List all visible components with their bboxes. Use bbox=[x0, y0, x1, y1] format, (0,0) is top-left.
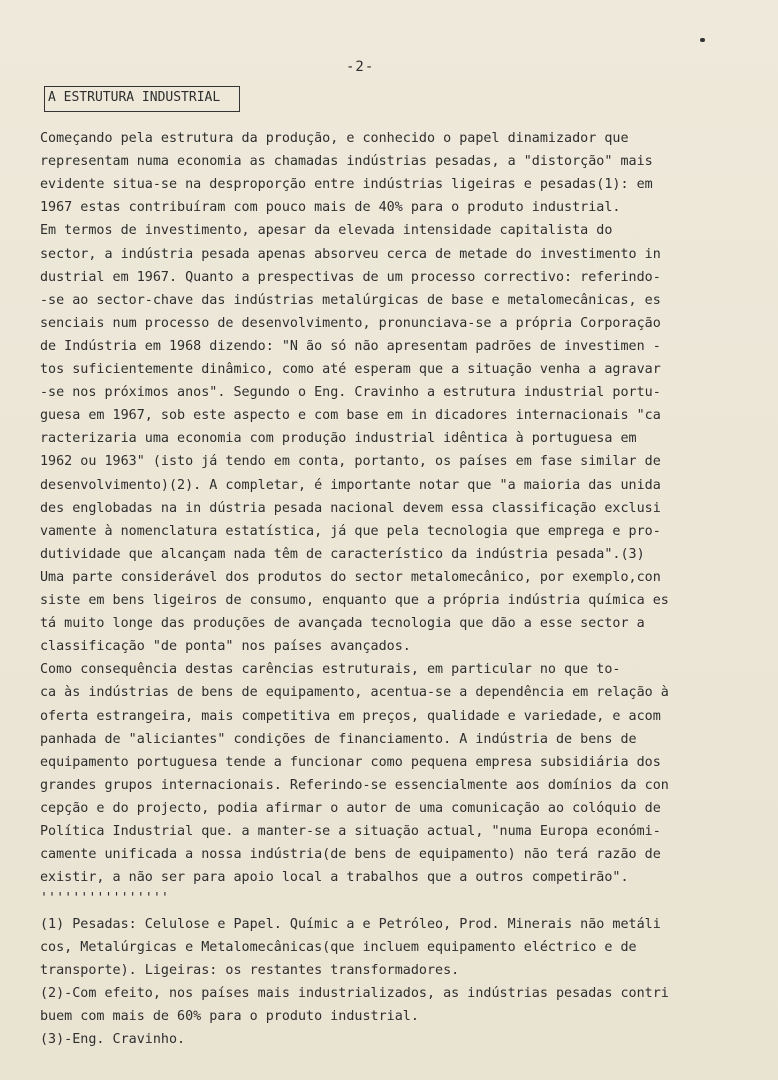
body-line: 1962 ou 1963" (isto já tendo em conta, portanto, os países em fase similar de bbox=[40, 454, 661, 470]
body-line: oferta estrangeira, mais competitiva em preços, qualidade e variedade, e acom bbox=[40, 708, 661, 724]
footnote-line: (3)-Eng. Cravinho. bbox=[40, 1032, 186, 1047]
body-line: dutividade que alcançam nada têm de característico da indústria pesada".(3) bbox=[40, 546, 645, 562]
body-line: camente unificada a nossa indústria(de bens de equipamento) não terá razão de bbox=[40, 847, 661, 863]
footnote-line: transporte). Ligeiras: os restantes transformadores. bbox=[40, 963, 460, 978]
body-line: panhada de "aliciantes" condições de financiamento. A indústria de bens de bbox=[40, 731, 637, 747]
body-line: senciais num processo de desenvolvimento, pronunciava-se a própria Corporação bbox=[40, 315, 661, 331]
ink-speck bbox=[700, 38, 705, 42]
body-line: vamente à nomenclatura estatística, já que pela tecnologia que emprega e pro- bbox=[40, 523, 661, 539]
body-line: ca às indústrias de bens de equipamento, acentua-se a dependência em relação à bbox=[40, 685, 669, 701]
body-line: equipamento portuguesa tende a funcionar como pequena empresa subsidiária dos bbox=[40, 754, 661, 770]
body-line: Em termos de investimento, apesar da elevada intensidade capitalista do bbox=[40, 223, 613, 239]
body-line: Começando pela estrutura da produção, e conhecido o papel dinamizador que bbox=[40, 131, 629, 146]
body-line: tá muito longe das produções de avançada tecnologia que dão a esse sector a bbox=[40, 616, 645, 632]
body-line: -se ao sector-chave das indústrias metalúrgicas de base e metalomecânicas, es bbox=[40, 292, 661, 308]
body-line: classificação "de ponta" nos países avançados. bbox=[40, 639, 411, 655]
body-line: dustrial em 1967. Quanto a prespectivas de um processo correctivo: referindo- bbox=[40, 269, 661, 285]
body-line: desenvolvimento)(2). A completar, é importante notar que "a maioria das unida bbox=[40, 477, 661, 493]
body-line: siste em bens ligeiros de consumo, enquanto que a própria indústria química es bbox=[40, 593, 669, 608]
body-line: sector, a indústria pesada apenas absorveu cerca de metade do investimento in bbox=[40, 246, 661, 262]
body-line: representam numa economia as chamadas indústrias pesadas, a "distorção" mais bbox=[40, 154, 653, 170]
body-line: Como consequência destas carências estruturais, em particular no que to- bbox=[40, 662, 621, 678]
page-number: -2- bbox=[346, 59, 375, 75]
footnote-line: buem com mais de 60% para o produto industrial. bbox=[40, 1009, 419, 1024]
body-line: de Indústria em 1968 dizendo: "N ão só não apresentam padrões de investimen - bbox=[40, 338, 661, 354]
section-title: A ESTRUTURA INDUSTRIAL bbox=[48, 90, 221, 105]
body-line: 1967 estas contribuíram com pouco mais de 40% para o produto industrial. bbox=[40, 200, 621, 216]
body-line: grandes grupos internacionais. Referindo-se essencialmente aos domínios da con bbox=[40, 777, 669, 793]
body-line: des englobadas na in dústria pesada nacional devem essa classificação exclusi bbox=[40, 500, 661, 516]
body-line: tos suficientemente dinâmico, como até esperam que a situação venha a agravar bbox=[40, 362, 661, 377]
footnote-line: (1) Pesadas: Celulose e Papel. Químic a e Petróleo, Prod. Minerais não metáli bbox=[40, 917, 661, 932]
footnote-line: (2)-Com efeito, nos países mais industrializados, as indústrias pesadas contri bbox=[40, 986, 669, 1001]
body-line: evidente situa-se na desproporção entre indústrias ligeiras e pesadas(1): em bbox=[40, 177, 653, 193]
body-line: racterizaria uma economia com produção industrial idêntica à portuguesa em bbox=[40, 431, 637, 447]
separator: '''''''''''''''' bbox=[40, 891, 169, 906]
body-line: existir, a não ser para apoio local a trabalhos que a outros competirão". bbox=[40, 870, 629, 886]
body-line: Uma parte considerável dos produtos do sector metalomecânico, por exemplo,con bbox=[40, 569, 661, 585]
body-line: guesa em 1967, sob este aspecto e com base em in dicadores internacionais "ca bbox=[40, 408, 661, 424]
footnote-line: cos, Metalúrgicas e Metalomecânicas(que incluem equipamento eléctrico e de bbox=[40, 940, 637, 955]
body-line: Política Industrial que. a manter-se a situação actual, "numa Europa económi- bbox=[40, 824, 661, 839]
body-line: -se nos próximos anos". Segundo o Eng. Cravinho a estrutura industrial portu- bbox=[40, 385, 661, 401]
body-line: cepção e do projecto, podia afirmar o autor de uma comunicação ao colóquio de bbox=[40, 800, 661, 816]
